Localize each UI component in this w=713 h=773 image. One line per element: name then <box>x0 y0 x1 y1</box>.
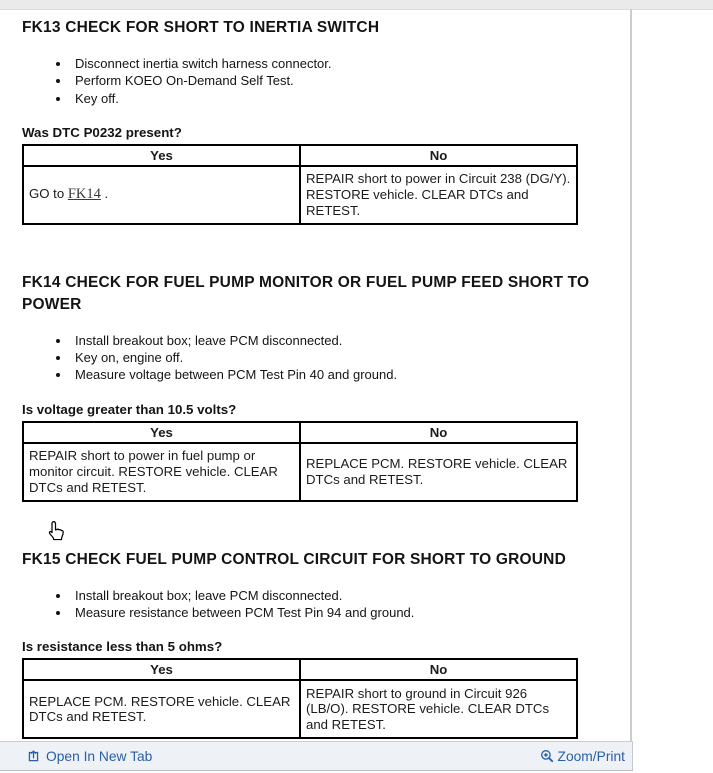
no-column-header: No <box>300 659 577 680</box>
step-item: Measure resistance between PCM Test Pin 94 and ground. <box>22 604 628 621</box>
decision-table <box>22 144 578 225</box>
no-cell: REPAIR short to ground in Circuit 926 (LB/O). RESTORE vehicle. CLEAR DTCs and RETEST. <box>300 680 577 738</box>
step-item: Install breakout box; leave PCM disconnected. <box>22 587 628 604</box>
yes-cell: REPLACE PCM. RESTORE vehicle. CLEAR DTCs and RETEST. <box>23 680 300 738</box>
open-in-new-tab-link[interactable] <box>27 749 152 764</box>
step-item: Install breakout box; leave PCM disconnected. <box>22 332 628 349</box>
table-row <box>23 680 577 738</box>
procedure-section-fk14 <box>22 272 628 502</box>
yes-column-header: Yes <box>23 145 300 166</box>
zoom-print-label: Zoom/Print <box>557 748 625 764</box>
decision-table <box>22 421 578 502</box>
fk14-link[interactable]: FK14 <box>67 186 101 203</box>
table-row <box>23 443 577 501</box>
document-content <box>0 10 628 739</box>
question-text: Is resistance less than 5 ohms? <box>22 639 223 655</box>
section-heading: FK13 CHECK FOR SHORT TO INERTIA SWITCH <box>22 19 380 36</box>
viewer-toolbar <box>0 741 633 771</box>
no-cell: REPLACE PCM. RESTORE vehicle. CLEAR DTCs and RETEST. <box>300 443 577 501</box>
question-text: Is voltage greater than 10.5 volts? <box>22 401 237 417</box>
yes-cell: REPAIR short to power in fuel pump or monitor circuit. RESTORE vehicle. CLEAR DTCs and RETEST. <box>23 443 300 501</box>
procedure-section-fk13 <box>22 17 628 225</box>
question-text: Was DTC P0232 present? <box>22 124 182 140</box>
open-in-new-tab-label: Open In New Tab <box>46 748 153 764</box>
yes-column-header: Yes <box>23 659 300 680</box>
step-item: Key off. <box>22 90 628 107</box>
step-item: Key on, engine off. <box>22 349 628 366</box>
yes-cell <box>23 166 300 224</box>
open-in-new-tab-icon <box>27 750 40 763</box>
procedure-section-fk15 <box>22 549 628 740</box>
no-column-header: No <box>300 422 577 443</box>
step-item: Perform KOEO On-Demand Self Test. <box>22 72 628 89</box>
go-to-suffix: . <box>100 186 109 202</box>
step-list <box>22 332 628 384</box>
decision-table <box>22 658 578 739</box>
section-heading: FK15 CHECK FUEL PUMP CONTROL CIRCUIT FOR SHORT TO GROUND <box>22 550 566 568</box>
step-item: Disconnect inertia switch harness connector. <box>22 55 628 72</box>
table-row <box>23 166 577 224</box>
page-right-border <box>630 9 632 741</box>
zoom-in-icon <box>540 749 555 764</box>
no-cell: REPAIR short to power in Circuit 238 (DG/Y). RESTORE vehicle. CLEAR DTCs and RETEST. <box>300 166 577 224</box>
zoom-print-link[interactable] <box>540 749 625 764</box>
viewer-top-strip <box>0 0 713 10</box>
section-heading: FK14 CHECK FOR FUEL PUMP MONITOR OR FUEL PUMP FEED SHORT TO POWER <box>22 273 590 313</box>
step-item: Measure voltage between PCM Test Pin 40 and ground. <box>22 366 628 383</box>
no-column-header: No <box>300 145 577 166</box>
step-list <box>22 587 628 622</box>
yes-column-header: Yes <box>23 422 300 443</box>
step-list <box>22 55 628 107</box>
go-to-text: GO to <box>29 186 68 202</box>
